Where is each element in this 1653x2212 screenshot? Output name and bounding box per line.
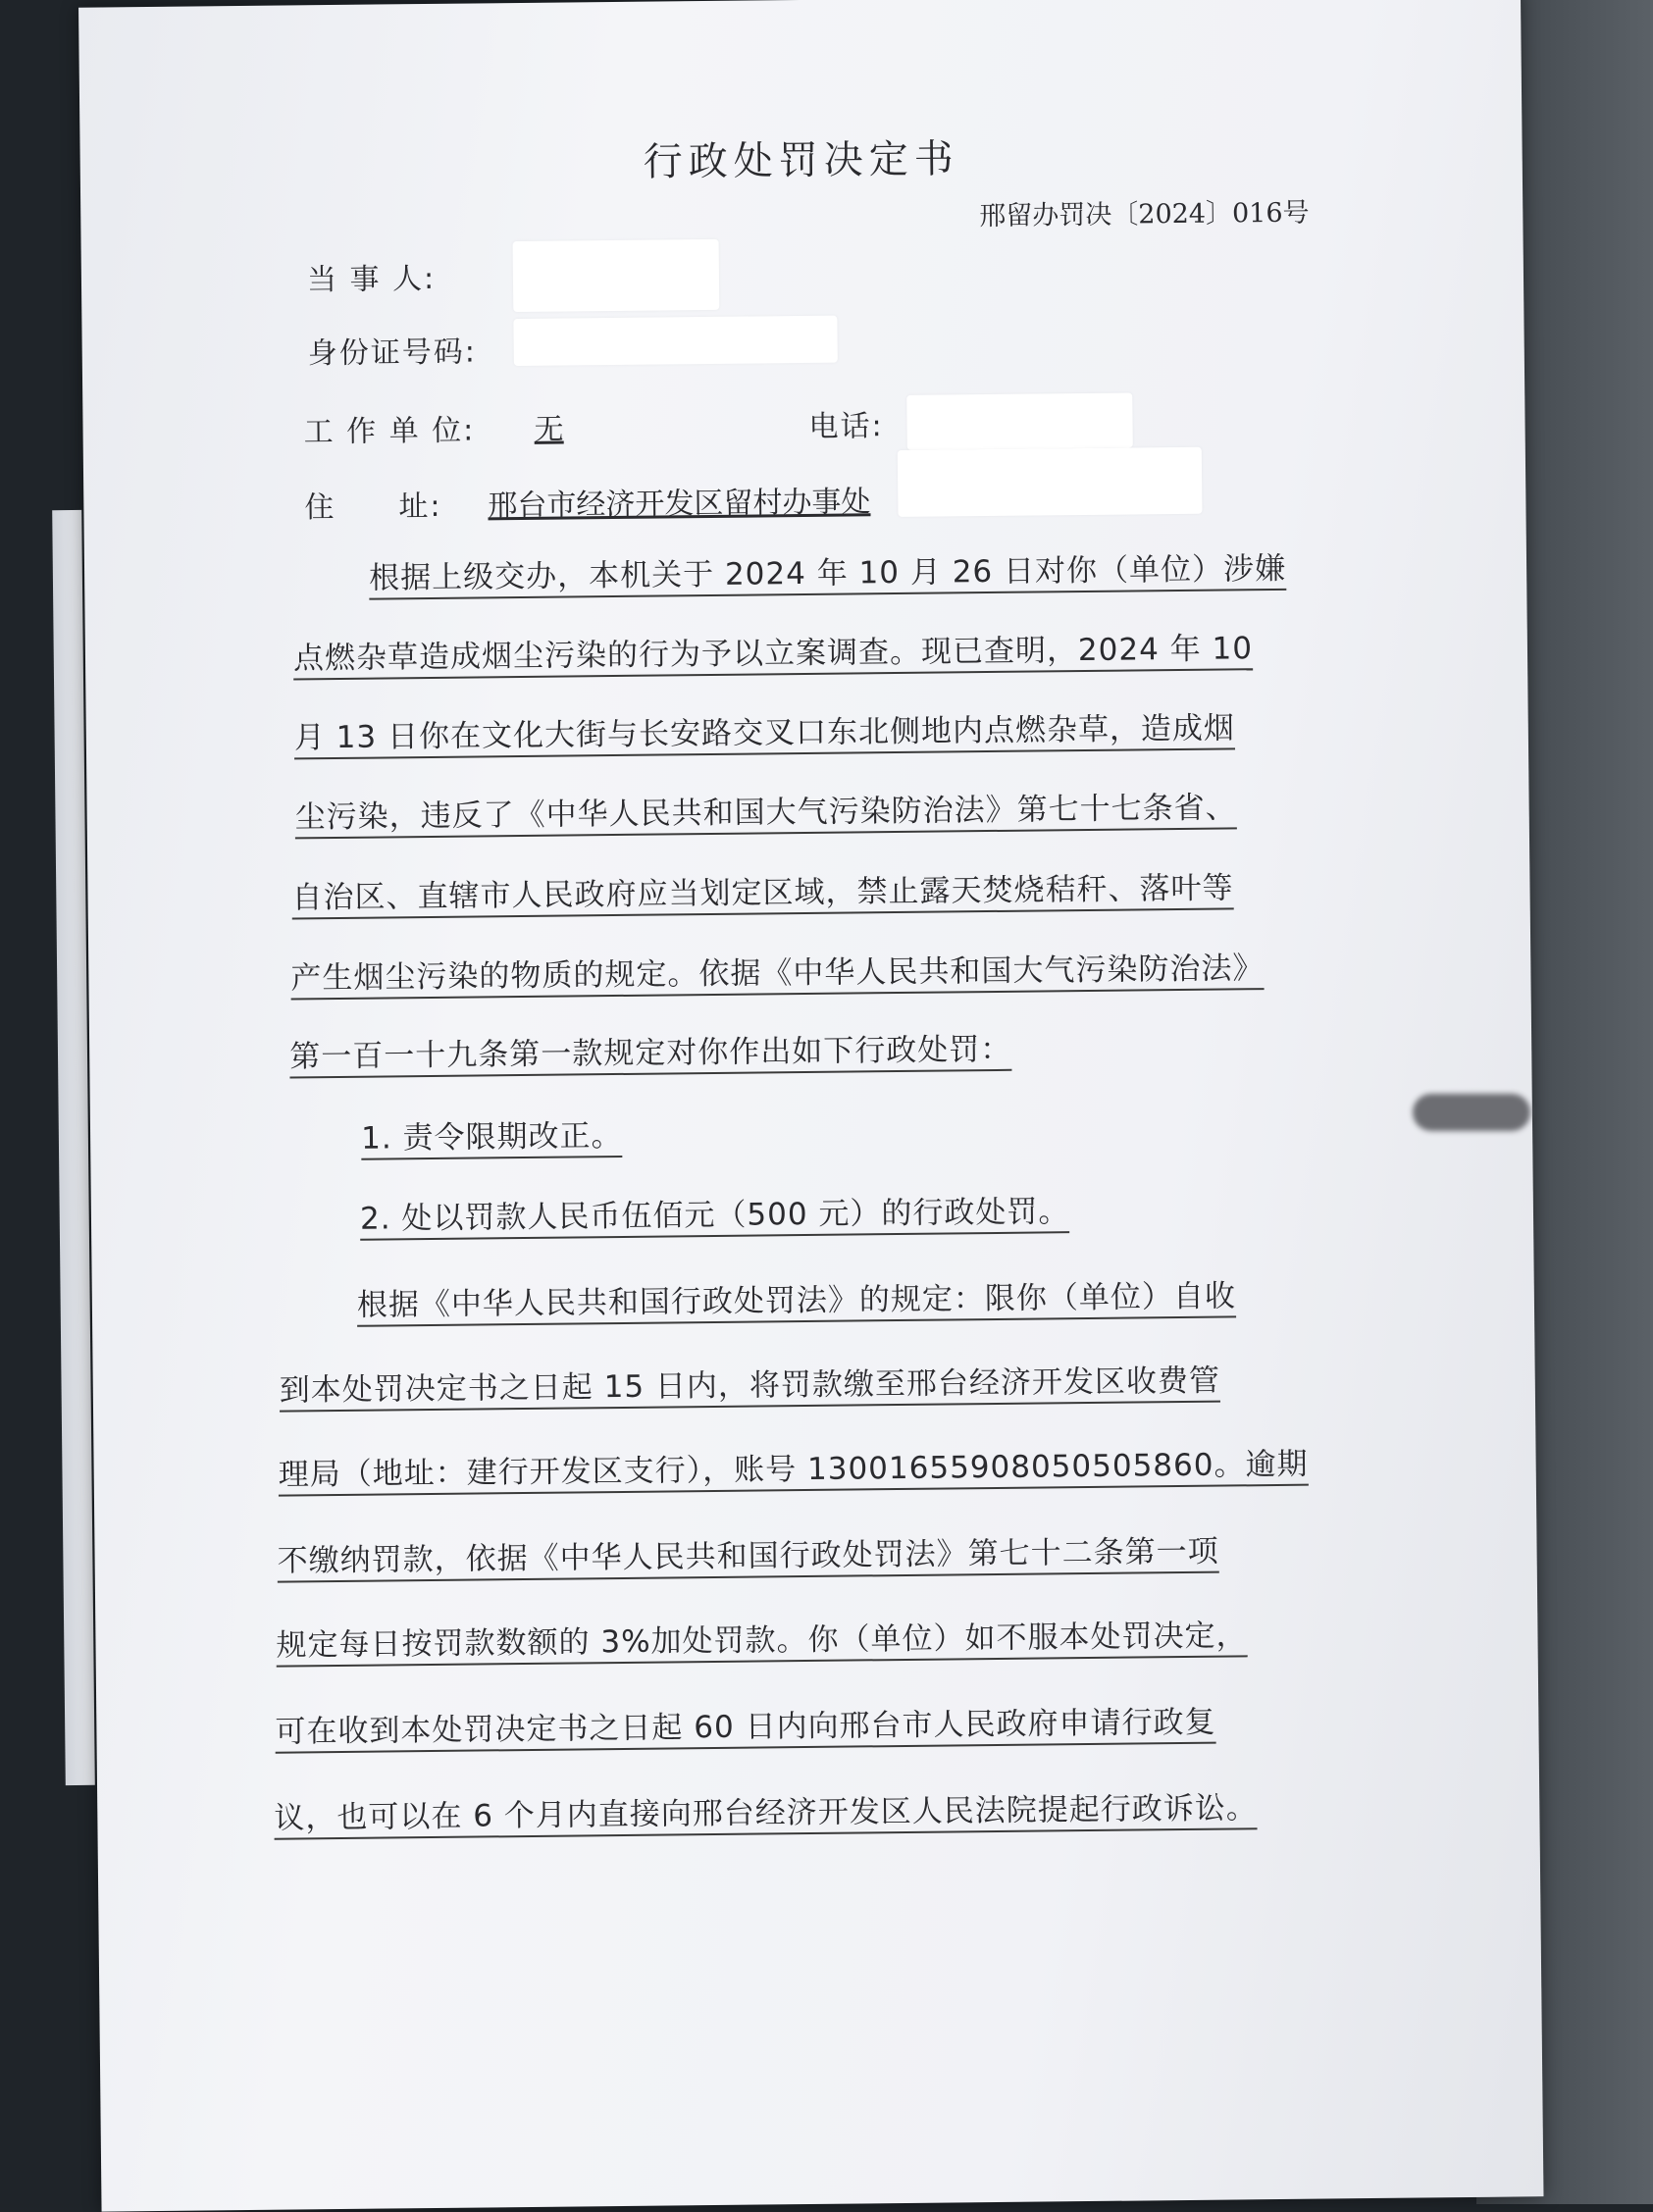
employer-value: 无 [534, 412, 564, 447]
document-content [78, 0, 1543, 2212]
body-line-5: 自治区、直辖市人民政府应当划定区域，禁止露天焚烧秸秆、落叶等 [291, 868, 1233, 919]
phone-label: 电话: [808, 409, 884, 444]
body-line-3: 月 13 日你在文化大街与长安路交叉口东北侧地内点燃杂草，造成烟 [294, 708, 1236, 759]
address-value: 邢台市经济开发区留村办事处 [488, 485, 871, 524]
address-label: 住 址: [304, 489, 442, 526]
party-redaction [513, 239, 720, 312]
body-line-15: 可在收到本处罚决定书之日起 60 日内向邢台市人民政府申请行政复 [275, 1703, 1216, 1754]
document-title: 行政处罚决定书 [643, 136, 959, 185]
body-line-6: 产生烟尘污染的物质的规定。依据《中华人民共和国大气污染防治法》 [290, 949, 1264, 1000]
employer-label: 工 作 单 位: [303, 413, 476, 450]
address-redaction [898, 447, 1203, 517]
party-label: 当 事 人: [306, 261, 437, 298]
id-number-redaction [513, 316, 837, 366]
body-line-7: 第一百一十九条第一款规定对你作出如下行政处罚： [289, 1030, 1011, 1079]
body-line-4: 尘污染，违反了《中华人民共和国大气污染防治法》第七十七条省、 [294, 788, 1236, 839]
body-line-12: 理局（地址：建行开发区支行），账号 13001655908050505860。逾期 [279, 1445, 1309, 1497]
id-number-label: 身份证号码: [307, 334, 478, 372]
body-line-10: 根据《中华人民共和国行政处罚法》的规定：限你（单位）自收 [357, 1276, 1236, 1326]
document-sheet [78, 0, 1543, 2212]
body-line-13: 不缴纳罚款，依据《中华人民共和国行政处罚法》第七十二条第一项 [277, 1532, 1218, 1583]
body-line-11: 到本处罚决定书之日起 15 日内，将罚款缴至邢台经济开发区收费管 [280, 1362, 1221, 1413]
body-line-1: 根据上级交办，本机关于 2024 年 10 月 26 日对你（单位）涉嫌 [369, 549, 1286, 600]
penalty-item-1: 1. 责令限期改正。 [361, 1116, 623, 1160]
phone-redaction [906, 392, 1133, 449]
body-line-16: 议，也可以在 6 个月内直接向邢台经济开发区人民法院提起行政诉讼。 [274, 1788, 1258, 1839]
paper-smudge [1413, 1094, 1530, 1131]
body-line-2: 点燃杂草造成烟尘污染的行为予以立案调查。现已查明，2024 年 10 [293, 629, 1253, 680]
document-number: 邢留办罚决〔2024〕016号 [979, 197, 1310, 232]
penalty-item-2: 2. 处以罚款人民币伍佰元（500 元）的行政处罚。 [360, 1192, 1070, 1241]
body-line-14: 规定每日按罚款数额的 3%加处罚款。你（单位）如不服本处罚决定， [276, 1616, 1247, 1667]
